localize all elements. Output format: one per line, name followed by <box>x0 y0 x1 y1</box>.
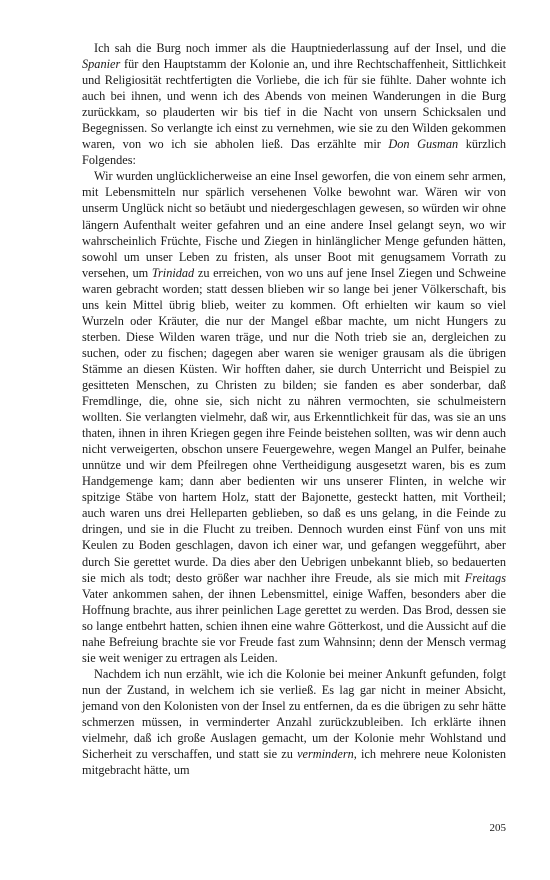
p1-seg-0: Ich sah die Burg noch immer als die Hauptniederlassung auf der Insel, und die <box>94 41 506 55</box>
p1-seg-2: für den Hauptstamm der Kolonie an, und ihre Rechtschaffenheit, Sittlichkeit und Religiosität rechtfertigten die Vorliebe, die ich für sie fühlte. Daher wohnte ich auch bei ihnen, und wenn ich des Abends von meinen Wanderungen in die Burg zurückkam, so plauderten wir bis tief in die Nacht von unsern Schicksalen und Begegnissen. So verlangte ich einst zu vernehmen, wie sie zu den Wilden gekommen waren, von wo ich sie abholen ließ. Das erzählte mir <box>82 57 506 152</box>
p2-seg-4: Vater ankommen sahen, der ihnen Lebensmittel, einige Waffen, besonders aber die Hoffnung brachte, aus ihrer peinlichen Lage gerettet zu werden. Das Brod, dessen sie so lange entbehrt hatten, schien ihnen eine wahre Götterkost, und die Aussicht auf die nahe Befreiung brachte sie vor Freude fast zum Wahnsinn; denn der Mensch vermag sie weit weniger zu ertragen als Leiden. <box>82 586 506 665</box>
p1-seg-1: Spanier <box>82 57 121 72</box>
p3-seg-0: Nachdem ich nun erzählt, wie ich die Kolonie bei meiner Ankunft gefunden, folgt nun der Zustand, in welchem ich sie verließ. Es lag gar nicht in meiner Absicht, jemand von den Kolonisten von der Insel zu entfernen, da es die übrigen zu sehr hätte schmerzen müssen, in verminderter Anzahl zurückzubleiben. Ich erklärte ihnen vielmehr, daß ich große Auslagen gemacht, um der Kolonie mehr Wohlstand und Sicherheit zu verschaffen, und statt sie zu <box>82 666 506 762</box>
p2-seg-2: zu erreichen, von wo uns auf jene Insel Ziegen und Schweine waren gebracht worden; statt dessen blieben wir so lange bei jener Völkerschaft, bis uns kein Mittel übrig blieb, weiter zu kommen. Oft erhielten wir kaum so viel Wurzeln oder Kräuter, die nur der Mangel eßbar machte, um nicht Hungers zu sterben. Diese Wilden waren träge, und nur die Noth trieb sie an, dergleichen zu suchen, oder zu fischen; dagegen aber waren sie weniger grausam als die übrigen Stämme an diesen Küsten. Wir hofften daher, sie durch Unterricht und Beispiel zu gesitteten Menschen, zu Christen zu bilden; sie fanden es aber sonderbar, daß Fremdlinge, die, ohne sie, sich nicht zu nähren vermochten, sie schulmeistern wollten. Sie verlangten vielmehr, daß wir, aus Erkenntlichkeit für das, was sie an uns thaten, ihnen in ihren Kriegen gegen ihre Feinde beistehen sollten, was wir denn auch nicht verweigerten, obschon unsere Feuergewehre, wegen Mangel an Pulfer, beinahe unnütze und wir dem Pfeilregen ohne Vertheidigung ausgesetzt waren, bis es zum Handgemenge kam; dann aber bedienten wir uns unserer Flinten, in welche wir spitzige Stäbe von hartem Holz, statt der Bajonette, gesteckt hatten, mit Vortheil; auch waren uns drei Helleparten geblieben, so daß es uns gelang, in die Feinde zu dringen, und sie in die Flucht zu treiben. Dennoch wurden einst Fünf von uns mit Keulen zu Boden geschlagen, davon ich einer war, und gefangen weggeführt, aber durch Sie gerettet wurde. Da dies aber den Uebrigen unbekannt blieb, so bedauerten sie mich als todt; desto größer war nachher ihre Freude, als sie mich mit <box>82 265 506 585</box>
p2-seg-1: Trinidad <box>151 265 195 280</box>
paragraph-3 <box>82 666 506 778</box>
p2-seg-3: Freitags <box>464 570 506 585</box>
p1-seg-4: kürzlich Folgendes: <box>82 137 506 168</box>
p2-seg-0: Wir wurden unglücklicherweise an eine Insel geworfen, die von einem sehr armen, mit Lebensmitteln nur spärlich versehenen Volke bewohnt war. Wären wir von unserm Unglück nicht so betäubt und niedergeschlagen gewesen, so würden wir ohne längern Aufenthalt weiter gefahren und an eine andere Insel gelangt seyn, wo wir wahrscheinlich Früchte, Fische und Ziegen in hinlänglicher Menge gefunden hätten, sowohl um unser Leben zu fristen, als unser Boot mit genugsamem Vorrath zu versehen, um <box>82 169 506 280</box>
p3-seg-2: , ich mehrere neue Kolonisten mitgebracht hätte, um <box>82 747 506 778</box>
paragraph-2 <box>82 168 506 665</box>
p3-seg-1: vermindern <box>297 747 354 762</box>
page-body <box>82 40 506 778</box>
paragraph-1 <box>82 40 506 168</box>
page-number: 205 <box>489 822 506 834</box>
p1-seg-3: Don Gusman <box>388 137 459 152</box>
